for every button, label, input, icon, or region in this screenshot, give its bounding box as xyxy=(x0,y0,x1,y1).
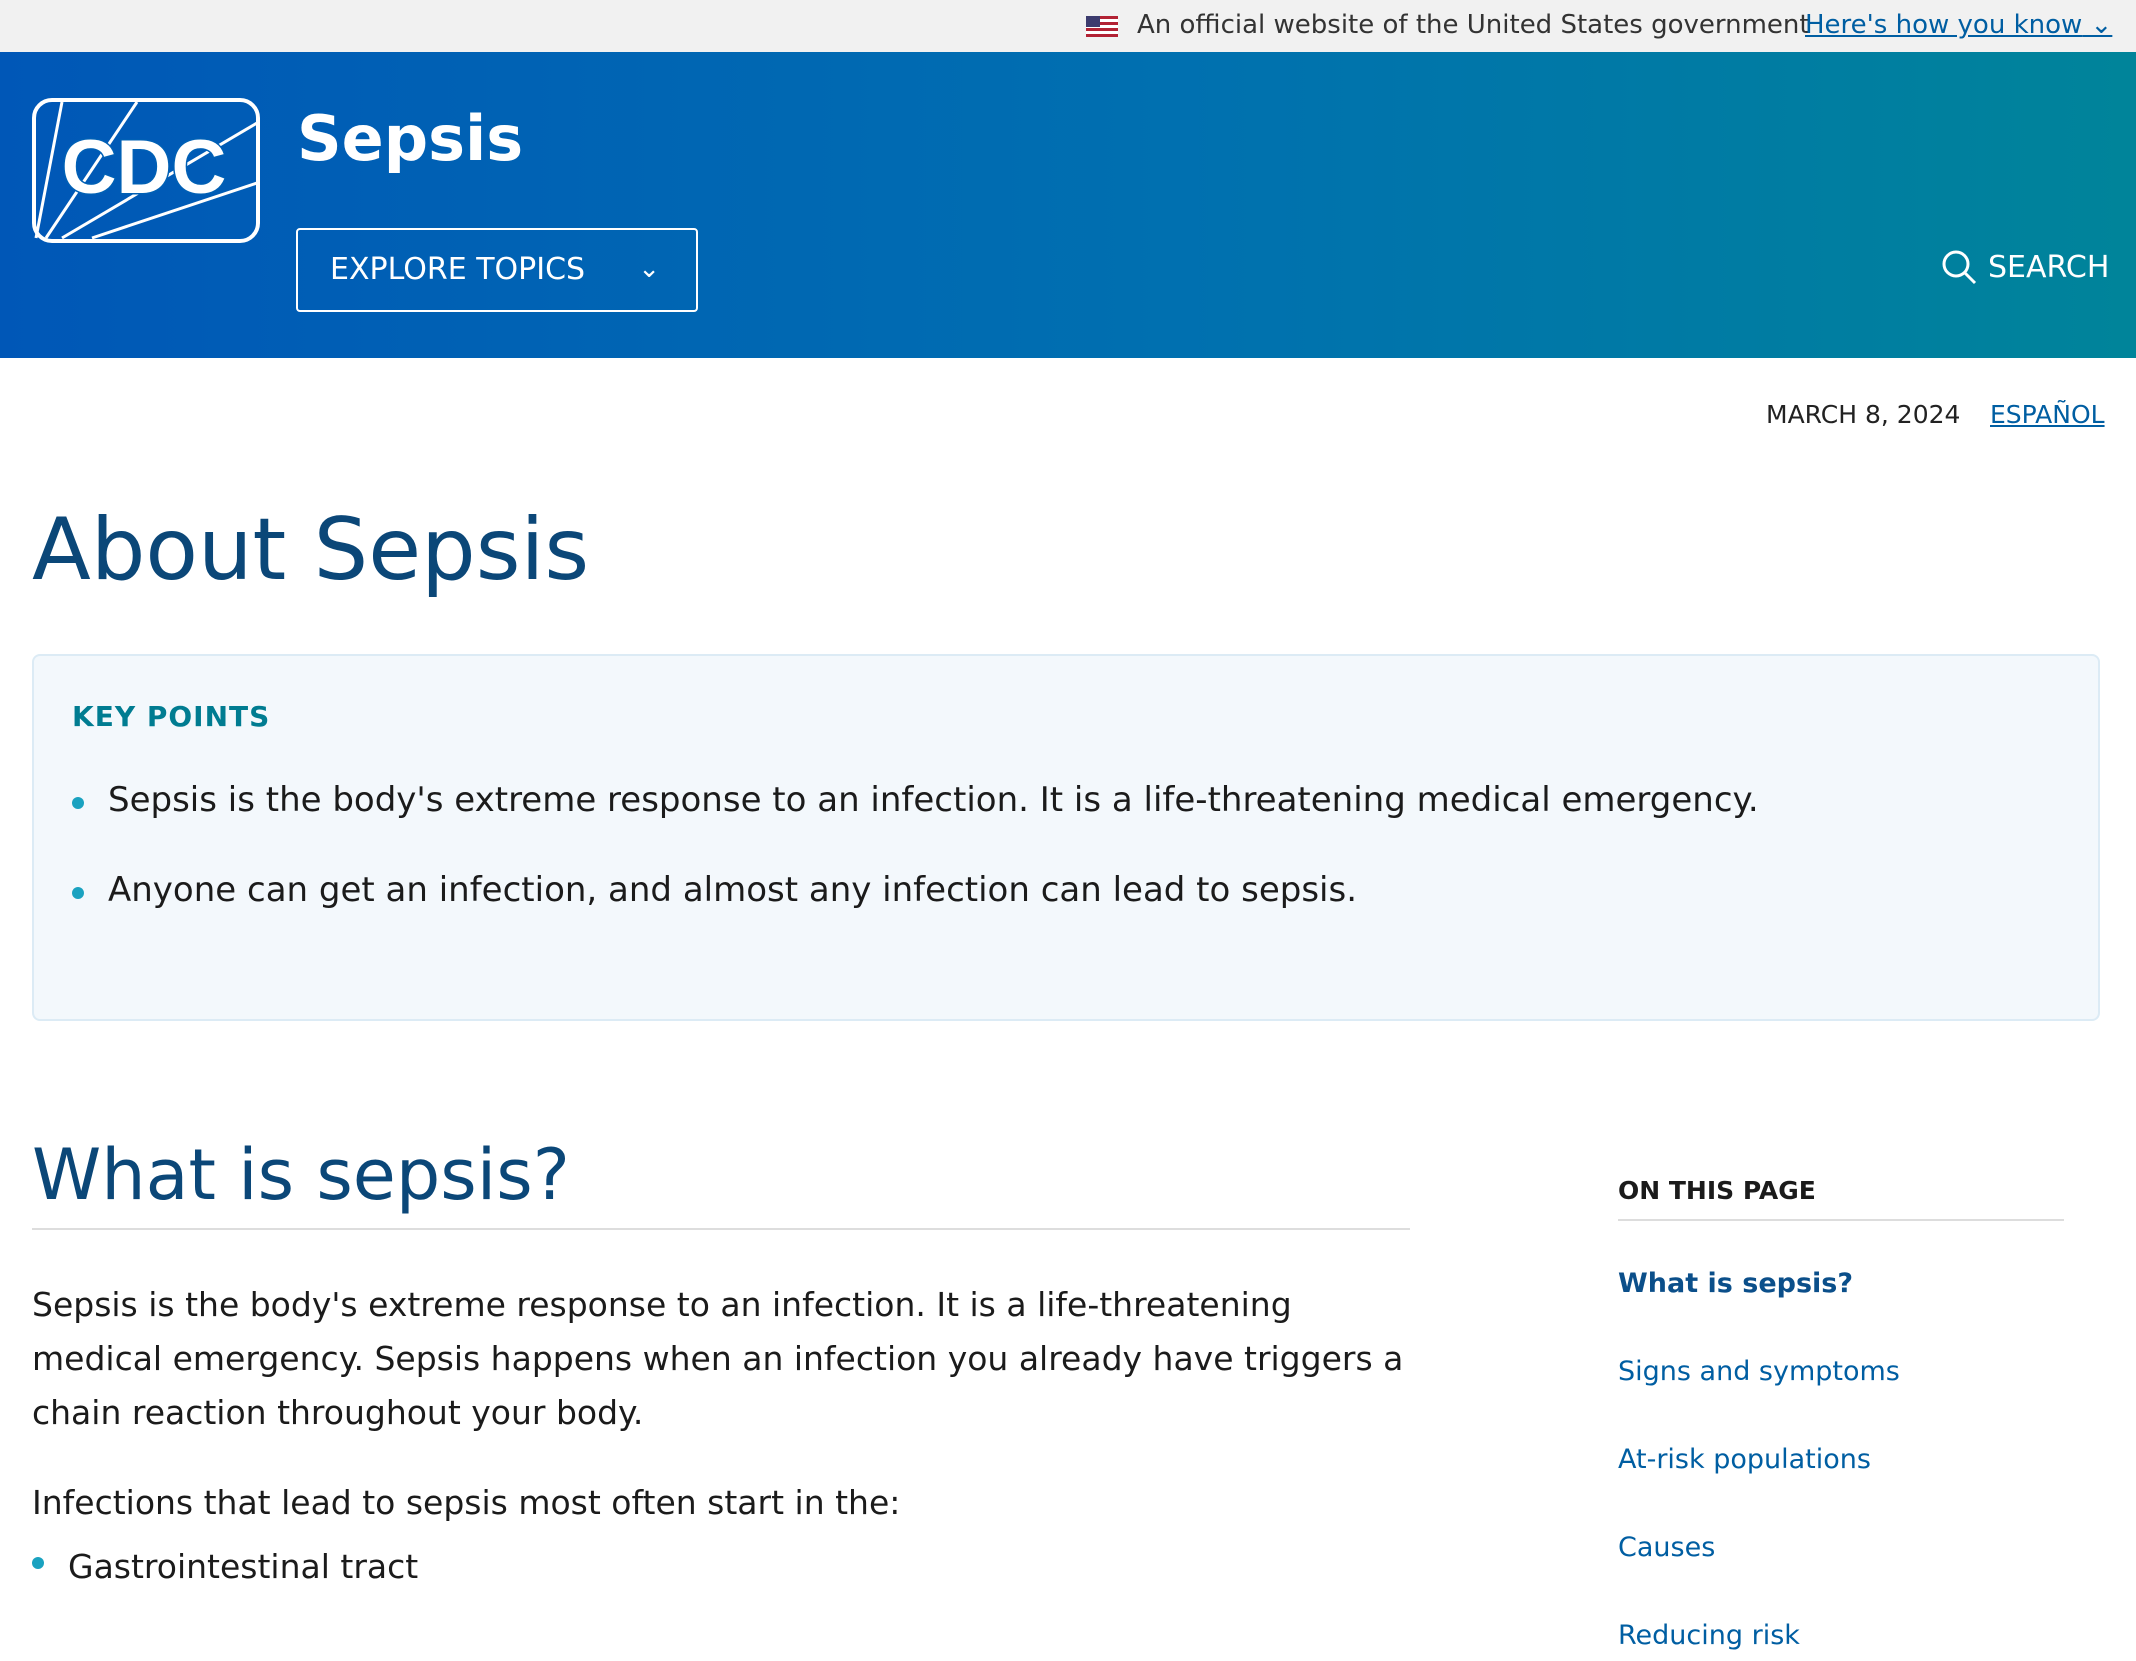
page-date: MARCH 8, 2024 xyxy=(1766,400,1961,429)
section-paragraph: Sepsis is the body's extreme response to an infection. It is a life-threatening medical emergency. Sepsis happens when an infection you already have triggers a chain reaction throughout your body. xyxy=(32,1285,1404,1432)
nav-link-causes[interactable]: Causes xyxy=(1618,1532,1716,1563)
site-header xyxy=(0,52,2136,358)
site-title[interactable]: Sepsis xyxy=(297,102,524,175)
nav-link-signs-and-symptoms[interactable]: Signs and symptoms xyxy=(1618,1356,1900,1387)
key-point-item: Anyone can get an infection, and almost any infection can lead to sepsis. xyxy=(72,870,1759,910)
page-title: About Sepsis xyxy=(32,500,590,600)
key-points-box xyxy=(32,654,2100,1021)
cdc-logo[interactable] xyxy=(32,98,260,243)
gov-banner-text: An official website of the United States government xyxy=(1137,10,1810,40)
search-button[interactable] xyxy=(1940,248,2109,286)
gov-banner xyxy=(0,0,2136,52)
section-intro: Infections that lead to sepsis most often start in the: xyxy=(32,1483,901,1522)
key-point-item: Sepsis is the body's extreme response to an infection. It is a life-threatening medical emergency. xyxy=(72,780,1759,820)
on-this-page-title: ON THIS PAGE xyxy=(1618,1176,2064,1221)
us-flag-icon xyxy=(1086,16,1118,37)
heres-how-you-know-link[interactable]: Here's how you know ⌄ xyxy=(1805,10,2113,40)
svg-text:CDC: CDC xyxy=(61,125,227,210)
nav-link-what-is-sepsis[interactable]: What is sepsis? xyxy=(1618,1268,1854,1299)
on-this-page-nav xyxy=(1618,1176,2064,1661)
nav-link-at-risk-populations[interactable]: At-risk populations xyxy=(1618,1444,1871,1475)
explore-topics-button[interactable] xyxy=(296,228,698,312)
search-label: SEARCH xyxy=(1988,249,2110,285)
nav-link-reducing-risk[interactable]: Reducing risk xyxy=(1618,1620,1800,1651)
key-points-label: KEY POINTS xyxy=(72,700,271,733)
list-item: Gastrointestinal tract xyxy=(32,1540,1412,1594)
search-icon xyxy=(1940,248,1978,286)
espanol-link[interactable]: ESPAÑOL xyxy=(1990,400,2105,429)
chevron-down-icon: ⌄ xyxy=(638,254,660,284)
section-heading: What is sepsis? xyxy=(32,1134,1410,1230)
section-body xyxy=(32,1278,1412,1594)
explore-topics-label: EXPLORE TOPICS xyxy=(330,252,586,287)
